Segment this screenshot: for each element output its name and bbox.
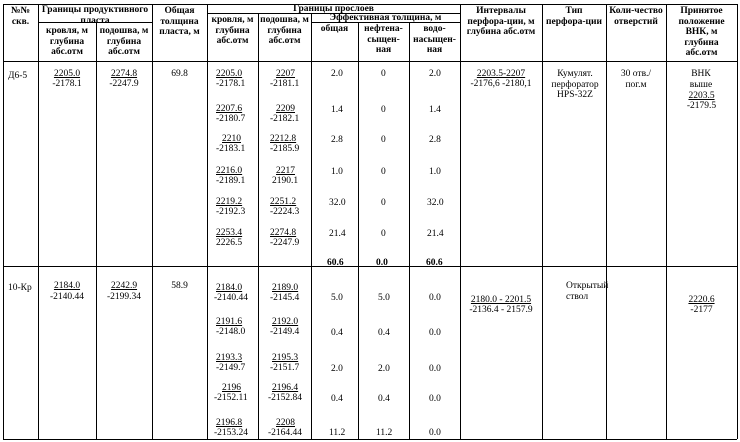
layer-bot-depth: 2217 [276, 166, 295, 176]
layer-oil: 0.4 [378, 394, 390, 404]
layer-oil: 0.4 [378, 328, 390, 338]
rule [3, 4, 4, 439]
layer-bot-depth: 2196.4 [272, 383, 299, 393]
eff-total-sum: 60.6 [327, 258, 344, 268]
layer-eff: 11.2 [329, 428, 346, 438]
prod-bot-depth: 2274.8 [110, 69, 138, 79]
layer-oil: 0 [381, 135, 386, 145]
prod-top-depth: 2205.0 [53, 69, 81, 79]
total-thickness: 58.9 [171, 281, 188, 291]
layer-top-abs: -2149.7 [216, 363, 246, 373]
rule [38, 4, 39, 439]
layer-oil: 0 [381, 105, 386, 115]
prod-top-abs: -2140.44 [49, 292, 85, 302]
prod-bot-abs: -2247.9 [109, 79, 139, 89]
layer-top-abs: -2148.0 [216, 327, 246, 337]
layer-top-depth: 2216.0 [216, 166, 243, 176]
layer-top-depth: 2253.4 [216, 228, 243, 238]
layer-bot-abs: -2149.4 [270, 327, 300, 337]
holes-count: 30 отв./ пог.м [620, 69, 652, 90]
layer-bot-depth: 2212.8 [270, 134, 297, 144]
layer-top-depth: 2184.0 [216, 283, 243, 293]
header-eff-group: Эффективная толщина, м [329, 13, 442, 23]
rule [606, 4, 607, 439]
vnk-label: ВНК выше [689, 69, 713, 90]
header-eff-oil: нефтена-сыщен-ная [364, 24, 403, 55]
rule [258, 13, 259, 439]
layer-bot-abs: -2164.44 [268, 428, 303, 438]
vnk-depth: 2220.6 [688, 295, 715, 305]
perf-abs: -2136.4 - 2157.9 [469, 305, 533, 315]
layer-top-depth: 2193.3 [216, 353, 243, 363]
layer-top-abs: -2152.11 [214, 393, 248, 403]
layer-bot-depth: 2195.3 [272, 353, 299, 363]
layer-bot-abs: -2182.1 [270, 114, 300, 124]
layer-water: 0.0 [429, 328, 441, 338]
layer-bot-depth: 2208 [276, 418, 295, 428]
layer-water: 2.0 [429, 69, 441, 79]
layer-eff: 0.4 [331, 394, 343, 404]
header-layers-group: Границы прослоев [293, 4, 374, 14]
layer-oil: 0 [381, 167, 386, 177]
rule [311, 13, 312, 439]
layer-top-abs: -2140.44 [214, 293, 249, 303]
prod-top-depth: 2184.0 [53, 281, 81, 291]
layer-eff: 21.4 [329, 229, 346, 239]
rule [207, 4, 208, 439]
layer-top-abs: -2180.7 [216, 114, 246, 124]
rule [3, 61, 737, 62]
layer-bot-depth: 2207 [276, 69, 295, 79]
layer-water: 0.0 [429, 293, 441, 303]
vnk-abs: -2177 [690, 305, 713, 315]
layer-top-abs: -2183.1 [216, 144, 246, 154]
layer-top-abs: 2226.5 [216, 238, 243, 248]
layer-bot-abs: 2190.1 [272, 176, 299, 186]
layer-top-depth: 2210 [222, 134, 241, 144]
layer-bot-depth: 2192.0 [272, 317, 299, 327]
prod-top-abs: -2178.1 [52, 79, 82, 89]
header-holes: Коли-чество отверстий [609, 6, 663, 27]
total-thickness: 69.8 [171, 69, 188, 79]
prod-bot-depth: 2242.9 [110, 281, 138, 291]
layer-eff: 1.0 [331, 167, 343, 177]
rule [96, 22, 97, 439]
layer-bot-depth: 2189.0 [272, 283, 299, 293]
layer-top-depth: 2205.0 [216, 69, 243, 79]
layer-oil: 5.0 [378, 293, 390, 303]
header-eff-water: водо-насыщен-ная [413, 24, 456, 55]
rule [358, 22, 359, 439]
header-total-thick: Общая толщина пласта, м [159, 6, 200, 37]
layer-eff: 5.0 [331, 293, 343, 303]
layer-bot-depth: 2209 [276, 104, 295, 114]
layer-bot-abs: -2151.7 [270, 363, 300, 373]
layer-top-abs: -2192.3 [216, 207, 246, 217]
layer-eff: 1.4 [331, 105, 343, 115]
layer-bot-depth: 2251.2 [270, 197, 297, 207]
layer-oil: 11.2 [376, 428, 393, 438]
well-name: 10-Кр [8, 283, 32, 293]
layer-eff: 2.0 [331, 364, 343, 374]
perf-depth: 2180.0 - 2201.5 [470, 295, 532, 305]
rule [152, 4, 153, 439]
header-prod-group: Границы продуктивного пласта [41, 5, 149, 26]
eff-water-sum: 60.6 [426, 258, 443, 268]
header-layer-top: кровля, м глубина абс.отм [211, 15, 254, 46]
layer-water: 32.0 [427, 198, 444, 208]
well-name: Д6-5 [8, 71, 28, 81]
perf-depth: 2203.5-2207 [476, 69, 526, 79]
prod-bot-abs: -2199.34 [106, 292, 142, 302]
layer-bot-abs: -2185.9 [270, 144, 300, 154]
layer-bot-abs: -2247.9 [270, 238, 300, 248]
layer-eff: 2.8 [331, 135, 343, 145]
vnk-depth: 2203.5 [688, 91, 715, 101]
layer-bot-depth: 2274.8 [270, 228, 297, 238]
header-num: №№ скв. [10, 6, 31, 27]
layer-water: 0.0 [429, 394, 441, 404]
layer-water: 1.4 [429, 105, 441, 115]
layer-top-abs: -2178.1 [216, 79, 246, 89]
layer-bot-abs: -2145.4 [270, 293, 300, 303]
header-perf-type: Тип перфора-ции [546, 6, 602, 27]
layer-water: 0.0 [429, 428, 441, 438]
rule [666, 4, 667, 439]
layer-eff: 2.0 [331, 69, 343, 79]
perf-abs: -2176,6 -2180,1 [470, 79, 532, 89]
layer-oil: 0 [381, 198, 386, 208]
header-layer-bot: подошва, м глубина абс.отм [260, 15, 309, 46]
layer-top-depth: 2196 [222, 383, 241, 393]
layer-top-abs: -2189.1 [216, 176, 246, 186]
layer-bot-abs: -2224.3 [270, 207, 300, 217]
layer-oil: 0 [381, 229, 386, 239]
header-prod-top: кровля, м глубина абс.отм [46, 26, 88, 57]
layer-eff: 0.4 [331, 328, 343, 338]
header-prod-bot: подошва, м глубина абс.отм [99, 26, 149, 57]
perf-type: Открытый ствол [566, 281, 609, 302]
header-eff-total: общая [320, 24, 349, 34]
perf-type: Кумулят. перфоратор HPS-32Z [551, 69, 599, 100]
layer-water: 1.0 [429, 167, 441, 177]
layer-water: 2.8 [429, 135, 441, 145]
rule [542, 4, 543, 439]
header-perf-int: Интервалы перфора-ции, м глубина абс.отм [466, 6, 536, 37]
layer-water: 21.4 [427, 229, 444, 239]
header-vnk: Принятое положение ВНК, м глубина абс.отм [678, 6, 725, 58]
rule [409, 22, 410, 439]
layer-eff: 32.0 [329, 198, 346, 208]
rule [3, 439, 737, 440]
rule [737, 4, 738, 439]
layer-top-abs: -2153.24 [214, 428, 249, 438]
layer-oil: 0 [381, 69, 386, 79]
rule [460, 4, 461, 439]
layer-top-depth: 2196.8 [216, 418, 243, 428]
rule [3, 266, 737, 267]
layer-oil: 2.0 [378, 364, 390, 374]
layer-top-depth: 2207.6 [216, 104, 243, 114]
layer-top-depth: 2191.6 [216, 317, 243, 327]
layer-bot-abs: -2181.1 [270, 79, 300, 89]
layer-bot-abs: -2152.84 [268, 393, 303, 403]
vnk-abs: -2179.5 [686, 101, 717, 111]
eff-oil-sum: 0.0 [376, 258, 388, 268]
layer-top-depth: 2219.2 [216, 197, 243, 207]
layer-water: 0.0 [429, 364, 441, 374]
